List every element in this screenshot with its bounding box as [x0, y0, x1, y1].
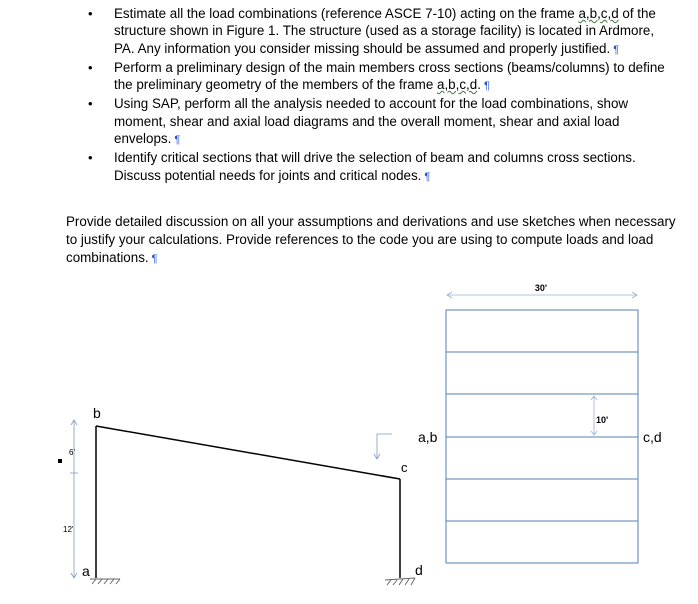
node-d: d: [415, 562, 423, 578]
pilcrow-mark: ¶: [613, 43, 620, 56]
node-a: a: [82, 563, 90, 579]
frame-ref: a,b,c,d: [578, 6, 619, 21]
margin-marker: [58, 459, 62, 463]
bay-label: 10': [596, 415, 609, 425]
support-d: [385, 578, 415, 585]
bullet-text: Identify critical sections that will drive the selection of beam and columns cross sections. Discuss potential needs for joints and critical nodes.: [114, 150, 636, 183]
support-a: [90, 579, 120, 584]
dim-12ft: 12': [63, 525, 74, 534]
height-dimension: [70, 420, 78, 578]
bullet-text-end: of the structure shown in Figure 1. The structure (used as a storage facility) is located in Ardmore, PA. Any information you consider missing should be assumed and properly justified.: [114, 6, 656, 56]
bullet-text: Estimate all the load combinations (reference ASCE 7-10) acting on the frame: [114, 6, 579, 21]
pilcrow-mark: ¶: [424, 170, 431, 183]
bullet-dot: •: [88, 150, 93, 166]
bullet-text: Using SAP, perform all the analysis needed to account for the load combinations, show moment, shear and axial load diagrams and the overall moment, shear and axial load envelops.: [114, 96, 629, 147]
node-c: c: [401, 460, 408, 475]
frame-ref: a,b,c,d: [437, 77, 478, 93]
plan-label-ab: a,b: [418, 429, 438, 445]
bullet-dot: •: [88, 6, 93, 21]
frame-elevation: [96, 426, 400, 578]
bullet-text-end: .: [477, 77, 481, 93]
dim-6ft: 6': [69, 448, 75, 457]
pilcrow-mark: ¶: [151, 253, 158, 266]
bullet-dot: •: [88, 59, 93, 75]
plan-label-cd: c,d: [643, 429, 662, 445]
sloped-roof-beam: [96, 426, 400, 479]
bullet-text: Perform a preliminary design of the main members cross sections (beams/columns) to define the preliminary geometry of the members of the frame: [114, 59, 665, 93]
paragraph-text: Provide detailed discussion on all your assumptions and derivations and use sketches when necessary to justify your calculations. Provide references to the code you are using to compute loads and load combinations.: [66, 214, 676, 266]
pilcrow-mark: ¶: [483, 80, 490, 93]
node-b: b: [93, 405, 101, 421]
callout-arrow: [374, 434, 392, 459]
bullet-dot: •: [88, 96, 93, 112]
plan-view: [446, 310, 638, 563]
plan-width-label: 30': [534, 283, 548, 293]
pilcrow-mark: ¶: [174, 134, 181, 147]
